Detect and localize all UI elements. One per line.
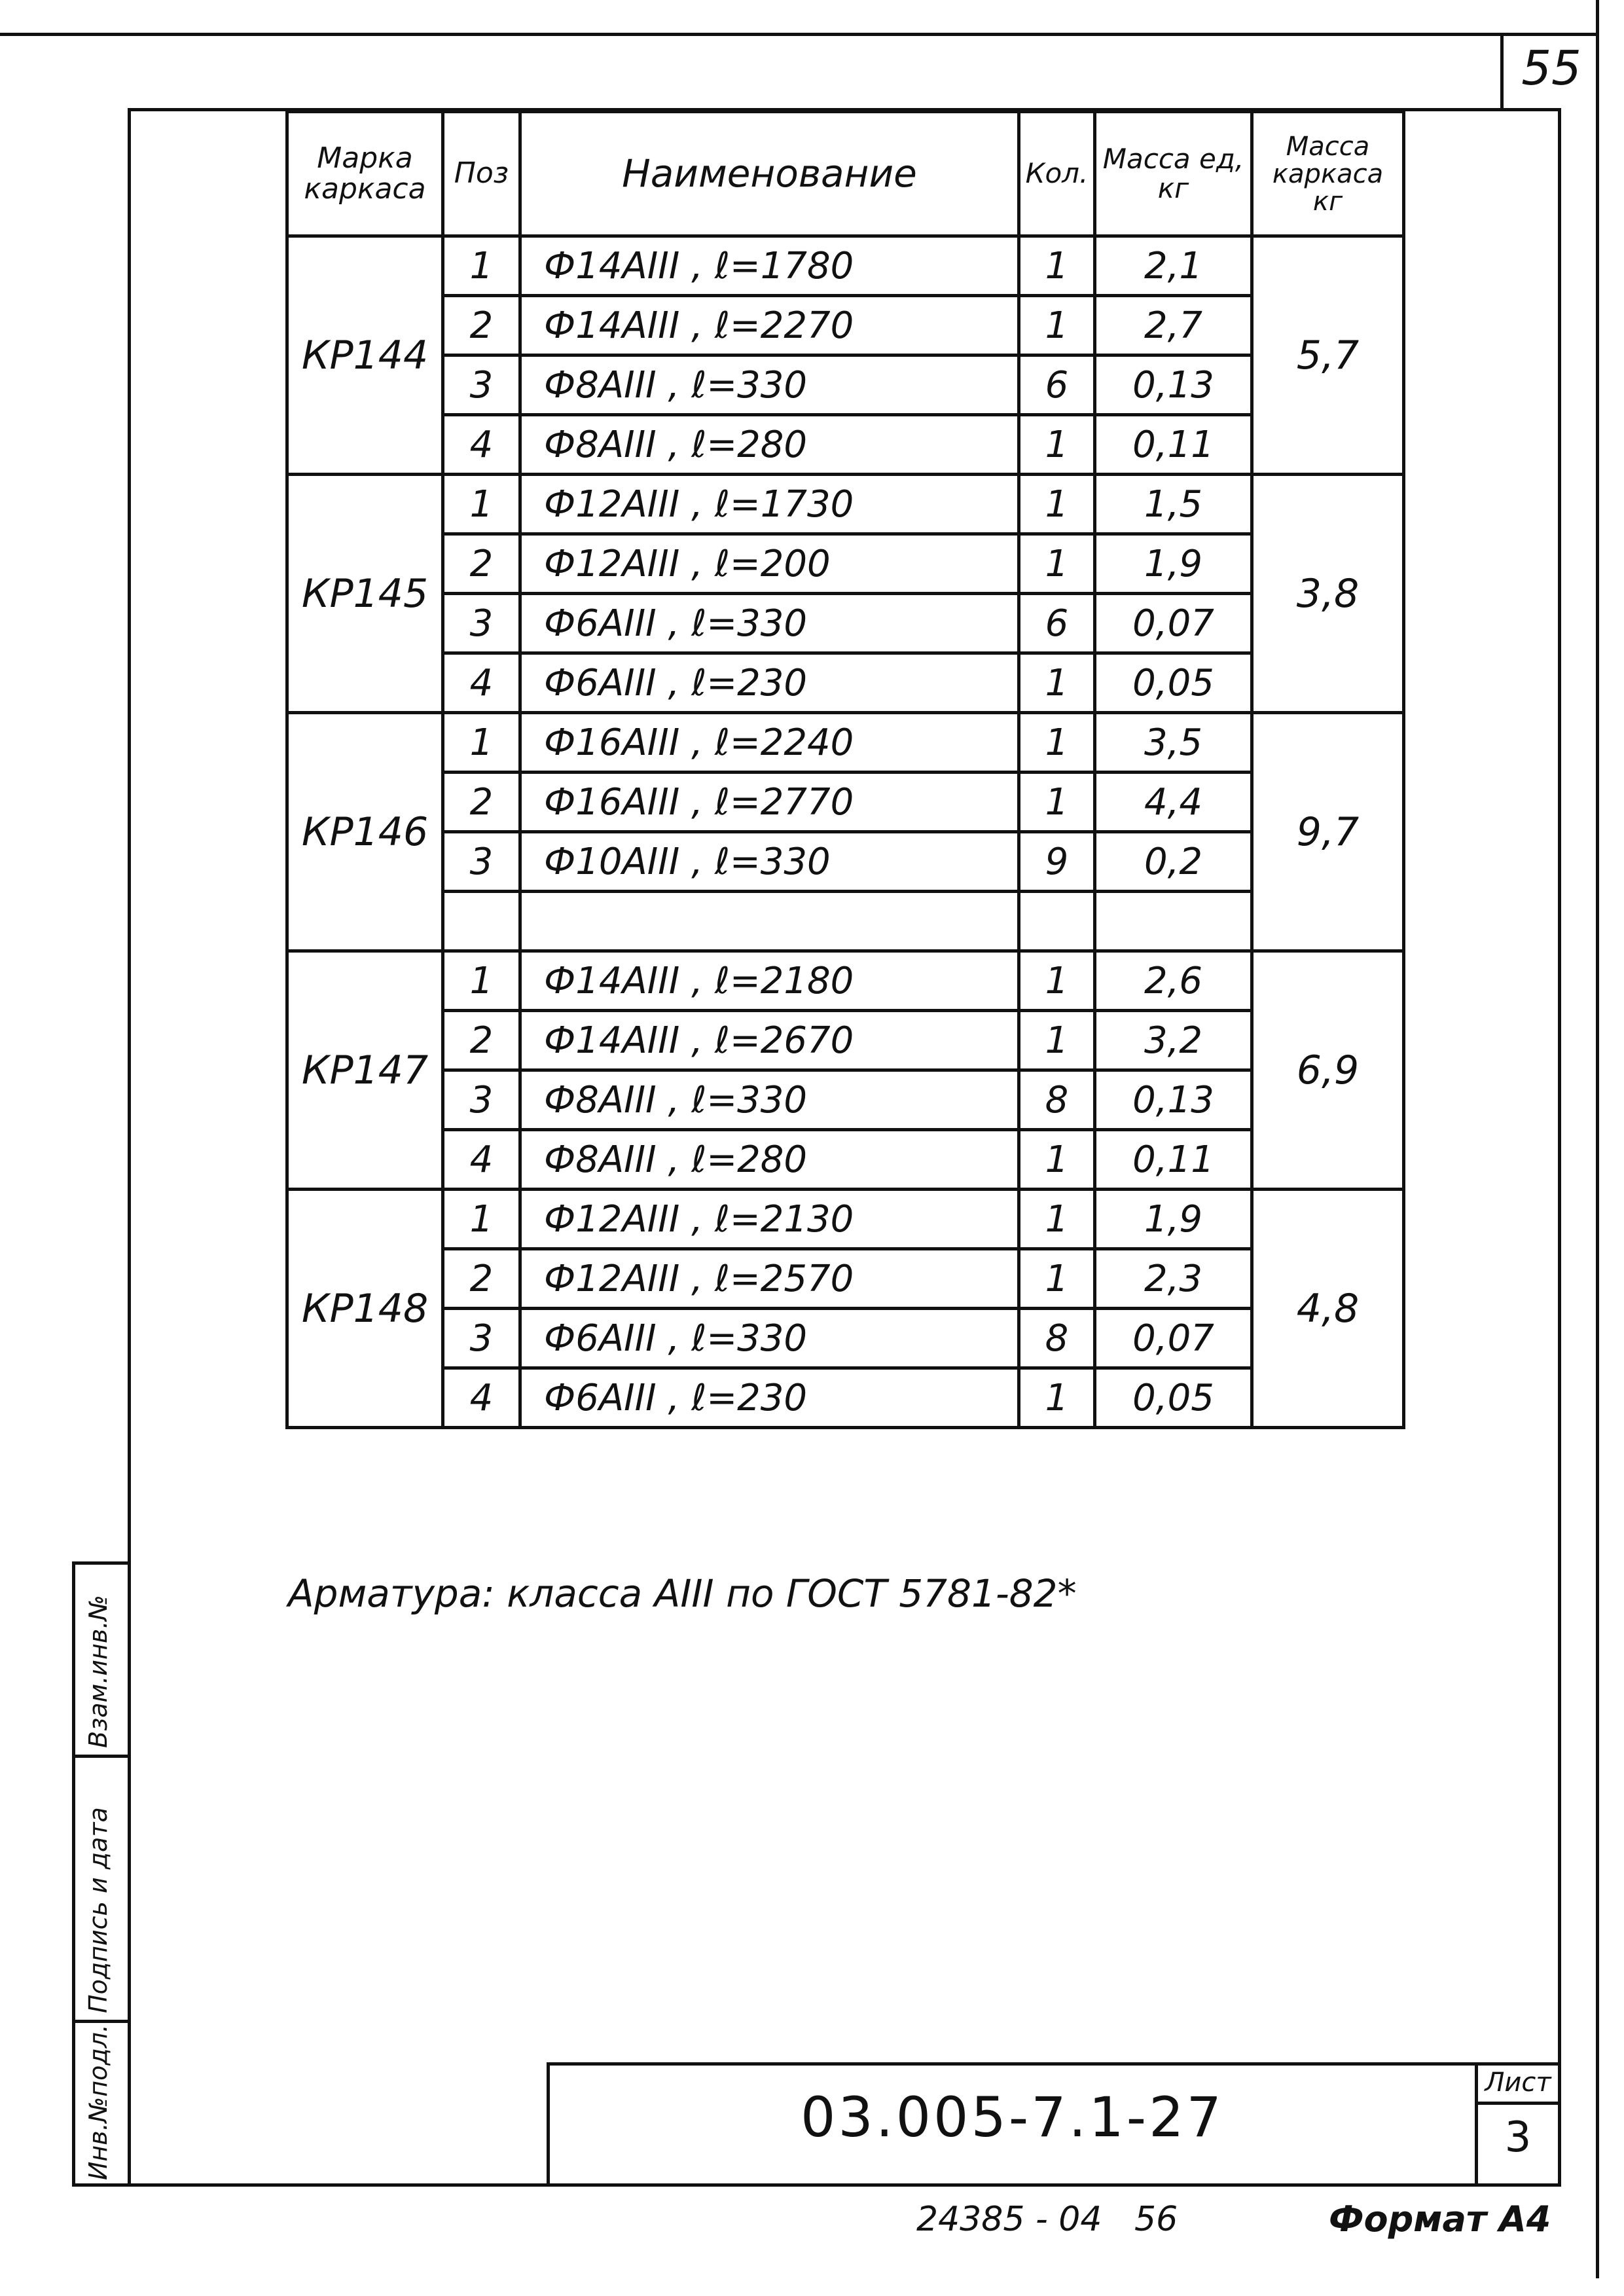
item-quantity: [1019, 892, 1095, 951]
paper-format: Формат А4: [1329, 2198, 1551, 2240]
side-stamp-replacement-inv: Взам.инв.№: [84, 1595, 113, 1748]
item-name: Ф12АIII , ℓ=1730: [520, 475, 1019, 534]
side-stamp-inv-no: Инв.№подл.: [84, 2024, 113, 2180]
item-quantity: 1: [1019, 1011, 1095, 1070]
sheet-label: Лист: [1485, 2068, 1551, 2098]
table-row: [287, 415, 1404, 475]
item-quantity: 1: [1019, 653, 1095, 713]
document-designation: 03.005-7.1-27: [800, 2085, 1224, 2149]
position-number: 4: [443, 1130, 520, 1190]
side-stamp-divider-1: [72, 1755, 131, 1758]
item-quantity: 1: [1019, 296, 1095, 355]
item-name: Ф16АIII , ℓ=2240: [520, 713, 1019, 773]
header-qty: Кол.: [1019, 112, 1095, 236]
item-quantity: 1: [1019, 713, 1095, 773]
item-unit-mass: 1,9: [1095, 534, 1252, 594]
item-name: Ф14АIII , ℓ=1780: [520, 236, 1019, 296]
item-quantity: 1: [1019, 1368, 1095, 1428]
item-unit-mass: 2,3: [1095, 1249, 1252, 1309]
position-number: 1: [443, 236, 520, 296]
table-row: [287, 1130, 1404, 1190]
frame-mass: 6,9: [1252, 951, 1404, 1190]
table-row: [287, 713, 1404, 773]
item-name: Ф8АIII , ℓ=330: [520, 1070, 1019, 1130]
frame-left: [128, 108, 131, 2187]
frame-bottom: [72, 2183, 1561, 2187]
item-quantity: 1: [1019, 951, 1095, 1011]
header-pos: Поз: [443, 112, 520, 236]
side-stamp-signature-date: Подпись и дата: [84, 1807, 113, 2013]
table-row: [287, 236, 1404, 296]
table-row: [287, 475, 1404, 534]
table-row: [287, 1309, 1404, 1368]
item-quantity: 1: [1019, 1249, 1095, 1309]
position-number: 1: [443, 951, 520, 1011]
frame-mark: КР147: [287, 951, 443, 1190]
top-rule: [0, 33, 1597, 36]
item-name: [520, 892, 1019, 951]
item-quantity: 6: [1019, 355, 1095, 415]
position-number: [443, 892, 520, 951]
position-number: 3: [443, 832, 520, 892]
item-unit-mass: 0,07: [1095, 1309, 1252, 1368]
position-number: 3: [443, 355, 520, 415]
header-name: Наименование: [520, 112, 1019, 236]
item-quantity: 6: [1019, 594, 1095, 653]
frame-mass: 3,8: [1252, 475, 1404, 713]
item-unit-mass: 2,1: [1095, 236, 1252, 296]
table-row: [287, 296, 1404, 355]
item-unit-mass: 0,13: [1095, 1070, 1252, 1130]
sheet-number: 3: [1504, 2113, 1532, 2162]
item-quantity: 8: [1019, 1070, 1095, 1130]
side-stamp-divider-2: [72, 2020, 131, 2023]
position-number: 2: [443, 296, 520, 355]
table-row: [287, 355, 1404, 415]
side-stamp-top: [72, 1561, 131, 1565]
item-name: Ф12АIII , ℓ=2130: [520, 1190, 1019, 1249]
table-row: [287, 832, 1404, 892]
item-name: Ф8АIII , ℓ=330: [520, 355, 1019, 415]
position-number: 3: [443, 1070, 520, 1130]
item-quantity: 1: [1019, 415, 1095, 475]
item-name: Ф12АIII , ℓ=200: [520, 534, 1019, 594]
item-quantity: 1: [1019, 534, 1095, 594]
page-number-box-right: [1596, 0, 1599, 2278]
position-number: 4: [443, 415, 520, 475]
position-number: 1: [443, 1190, 520, 1249]
table-row: [287, 892, 1404, 951]
header-frame-mass: Масса каркаса кг: [1252, 112, 1404, 236]
table-row: [287, 653, 1404, 713]
item-name: Ф16АIII , ℓ=2770: [520, 773, 1019, 832]
position-number: 2: [443, 773, 520, 832]
frame-mark: КР145: [287, 475, 443, 713]
table-row: [287, 1190, 1404, 1249]
item-quantity: 8: [1019, 1309, 1095, 1368]
item-unit-mass: 0,11: [1095, 1130, 1252, 1190]
reinforcement-note: Арматура: класса АIII по ГОСТ 5781-82*: [288, 1571, 1077, 1616]
table-row: [287, 594, 1404, 653]
table-row: [287, 773, 1404, 832]
item-unit-mass: 0,07: [1095, 594, 1252, 653]
position-number: 2: [443, 1249, 520, 1309]
inventory-footer: 24385 - 04 56: [916, 2200, 1178, 2239]
frame-mass: 9,7: [1252, 713, 1404, 951]
header-unit-mass: Масса ед, кг: [1095, 112, 1252, 236]
item-name: Ф14АIII , ℓ=2180: [520, 951, 1019, 1011]
item-unit-mass: 3,5: [1095, 713, 1252, 773]
item-name: Ф8АIII , ℓ=280: [520, 1130, 1019, 1190]
item-unit-mass: 4,4: [1095, 773, 1252, 832]
item-unit-mass: 2,6: [1095, 951, 1252, 1011]
position-number: 2: [443, 1011, 520, 1070]
frame-mark: КР144: [287, 236, 443, 475]
specification-table: [285, 110, 1405, 1429]
item-name: Ф10АIII , ℓ=330: [520, 832, 1019, 892]
page-number: 55: [1521, 41, 1581, 96]
item-name: Ф14АIII , ℓ=2670: [520, 1011, 1019, 1070]
frame-right: [1558, 108, 1561, 2187]
item-unit-mass: 1,5: [1095, 475, 1252, 534]
item-quantity: 1: [1019, 773, 1095, 832]
item-unit-mass: 0,13: [1095, 355, 1252, 415]
sheet-cell-divider: [1475, 2102, 1560, 2105]
item-name: Ф8АIII , ℓ=280: [520, 415, 1019, 475]
frame-mass: 4,8: [1252, 1190, 1404, 1428]
item-unit-mass: 2,7: [1095, 296, 1252, 355]
item-unit-mass: 0,11: [1095, 415, 1252, 475]
item-unit-mass: 1,9: [1095, 1190, 1252, 1249]
table-row: [287, 951, 1404, 1011]
item-name: Ф12АIII , ℓ=2570: [520, 1249, 1019, 1309]
item-name: Ф6АIII , ℓ=230: [520, 653, 1019, 713]
frame-mass: 5,7: [1252, 236, 1404, 475]
item-unit-mass: 0,2: [1095, 832, 1252, 892]
position-number: 4: [443, 653, 520, 713]
table-row: [287, 1249, 1404, 1309]
position-number: 1: [443, 713, 520, 773]
side-stamp-left: [72, 1561, 75, 2187]
item-unit-mass: [1095, 892, 1252, 951]
item-unit-mass: 0,05: [1095, 1368, 1252, 1428]
item-name: Ф6АIII , ℓ=330: [520, 1309, 1019, 1368]
table-row: [287, 1011, 1404, 1070]
title-block-top: [547, 2062, 1561, 2066]
frame-mark: КР148: [287, 1190, 443, 1428]
item-quantity: 9: [1019, 832, 1095, 892]
item-quantity: 1: [1019, 236, 1095, 296]
item-unit-mass: 3,2: [1095, 1011, 1252, 1070]
table-row: [287, 1368, 1404, 1428]
item-quantity: 1: [1019, 475, 1095, 534]
item-unit-mass: 0,05: [1095, 653, 1252, 713]
page-number-box-left: [1500, 33, 1504, 108]
table-row: [287, 1070, 1404, 1130]
item-name: Ф14АIII , ℓ=2270: [520, 296, 1019, 355]
item-quantity: 1: [1019, 1190, 1095, 1249]
item-name: Ф6АIII , ℓ=230: [520, 1368, 1019, 1428]
item-name: Ф6АIII , ℓ=330: [520, 594, 1019, 653]
position-number: 3: [443, 1309, 520, 1368]
header-mark: Марка каркаса: [287, 112, 443, 236]
position-number: 4: [443, 1368, 520, 1428]
item-quantity: 1: [1019, 1130, 1095, 1190]
table-row: [287, 534, 1404, 594]
position-number: 1: [443, 475, 520, 534]
position-number: 3: [443, 594, 520, 653]
position-number: 2: [443, 534, 520, 594]
frame-mark: КР146: [287, 713, 443, 951]
